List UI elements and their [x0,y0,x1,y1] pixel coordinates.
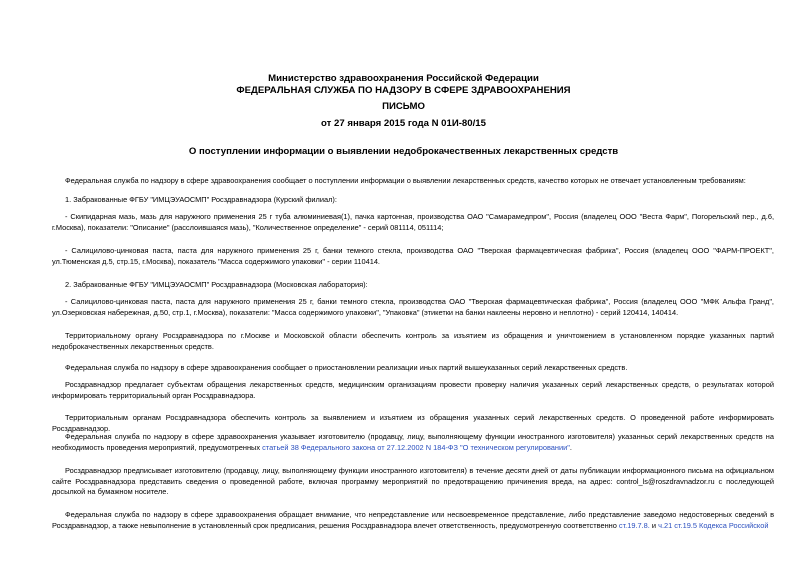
paragraph-territorial-control: Территориальным органам Росздравнадзора обеспечить контроль за выявлением и изъятием из обращения указанных серий лекарственных средств. О проведенной работе информировать Росздравнадзор. [52,413,774,433]
section-2-heading: 2. Забракованные ФГБУ "ИМЦЭУАОСМП" Росздравнадзора (Московская лаборатория): [65,280,368,289]
document-subject: О поступлении информации о выявлении недоброкачественных лекарственных средств [188,146,619,157]
defect-item-2: - Салицилово-цинковая паста, паста для наружного применения 25 г, банки темного стекла, производства ОАО "Тверская фармацевтическая фабрика", Россия (владелец ООО "ФАРМ-ПРОЕКТ", ул.Тюменская д.5, стр.15, г.Москва), показатель "Масса содержимого упаковки" - серии 110414. [52,246,774,266]
law-article-38-link[interactable]: статьей 38 Федерального закона от 27.12.2002 N 184-ФЗ "О техническом регулировании" [262,442,570,452]
paragraph-manufacturer-measures [52,432,774,453]
paragraph-suspension: Федеральная служба по надзору в сфере здравоохранения сообщает о приостановлении реализации иных партий вышеуказанных серий лекарственных средств. [65,363,628,372]
attention-text-mid: и [649,520,659,530]
attention-text: Федеральная служба по надзору в сфере здравоохранения обращает внимание, что непредставление или несвоевременное представление, либо представление заведомо недостоверных сведений в Росздравнадзор, а также невыполнение в установленный срок предписания, решения Росздравнадзора влечет ответственность, предусмотренную соответственно [52,510,774,530]
paragraph-prescription: Росздравнадзор предписывает изготовителю (продавцу, лицу, выполняющему функции иностранного изготовителя) в течение десяти дней от даты публикации информационного письма на официальном сайте Росздравнадзора представить сведения о проведенной работе, включая программу мероприятий по предотвращению причинения вреда, на адрес: control_ls@roszdravnadzor.ru с последующей досылкой на бумажном носителе. [52,466,774,496]
document-date-number: от 27 января 2015 года N 01И-80/15 [321,118,486,129]
intro-paragraph: Федеральная служба по надзору в сфере здравоохранения сообщает о поступлении информации о выявлении лекарственных средств, качество которых не отвечает установленным требованиям: [65,176,746,185]
document-type: ПИСЬМО [382,101,425,112]
section-1-heading: 1. Забракованные ФГБУ "ИМЦЭУАОСМП" Росздравнадзора (Курский филиал): [65,195,337,204]
code-article-19-5-link[interactable]: ч.21 ст.19.5 Кодекса Российской [658,520,769,530]
code-article-19-7-8-link[interactable]: ст.19.7.8. [618,520,650,530]
paragraph-territorial-moscow: Территориальному органу Росздравнадзора по г.Москве и Московской области обеспечить контроль за изъятием из обращения и уничтожением в установленном порядке указанных партий недоброкачественных лекарственных средств. [52,331,774,351]
paragraph-attention [52,510,774,531]
ministry-title: Министерство здравоохранения Российской Федерации [268,73,539,84]
defect-item-3: - Салицилово-цинковая паста, паста для наружного применения 25 г, банки темного стекла, производства ОАО "Тверская фармацевтическая фабрика", Россия (владелец ООО "МФК Альфа Гранд", ул.Озерковская набережная, д.50, стр.1, г.Москва), показатели: "Масса содержимого упаковки", "Упаковка" (этикетки на банки наклеены неровно и неплотно) - серий 120414, 140414. [52,297,774,317]
agency-title: ФЕДЕРАЛЬНАЯ СЛУЖБА ПО НАДЗОРУ В СФЕРЕ ЗДРАВООХРАНЕНИЯ [236,85,571,96]
paragraph-proposal: Росздравнадзор предлагает субъектам обращения лекарственных средств, медицинским организациям провести проверку наличия указанных серий лекарственных средств, о результатах которой информировать территориальный орган Росздравнадзора. [52,380,774,400]
manufacturer-text-end: . [569,442,572,452]
defect-item-1: - Скипидарная мазь, мазь для наружного применения 25 г туба алюминиевая(1), пачка картонная, производства ОАО "Самарамедпром", Россия (владелец ООО "Веста Фарм", Погорельский пер., д.6, г.Москва), показатели: "Описание" (расслоившаяся мазь), "Количественное определение" - серий 081114, 051114; [52,212,774,232]
manufacturer-text: Федеральная служба по надзору в сфере здравоохранения указывает изготовителю (продавцу, лицу, выполняющему функции иностранного изготовителя) указанных серий лекарственных средств на необходимость проведения мероприятий, предусмотренных [52,432,774,452]
